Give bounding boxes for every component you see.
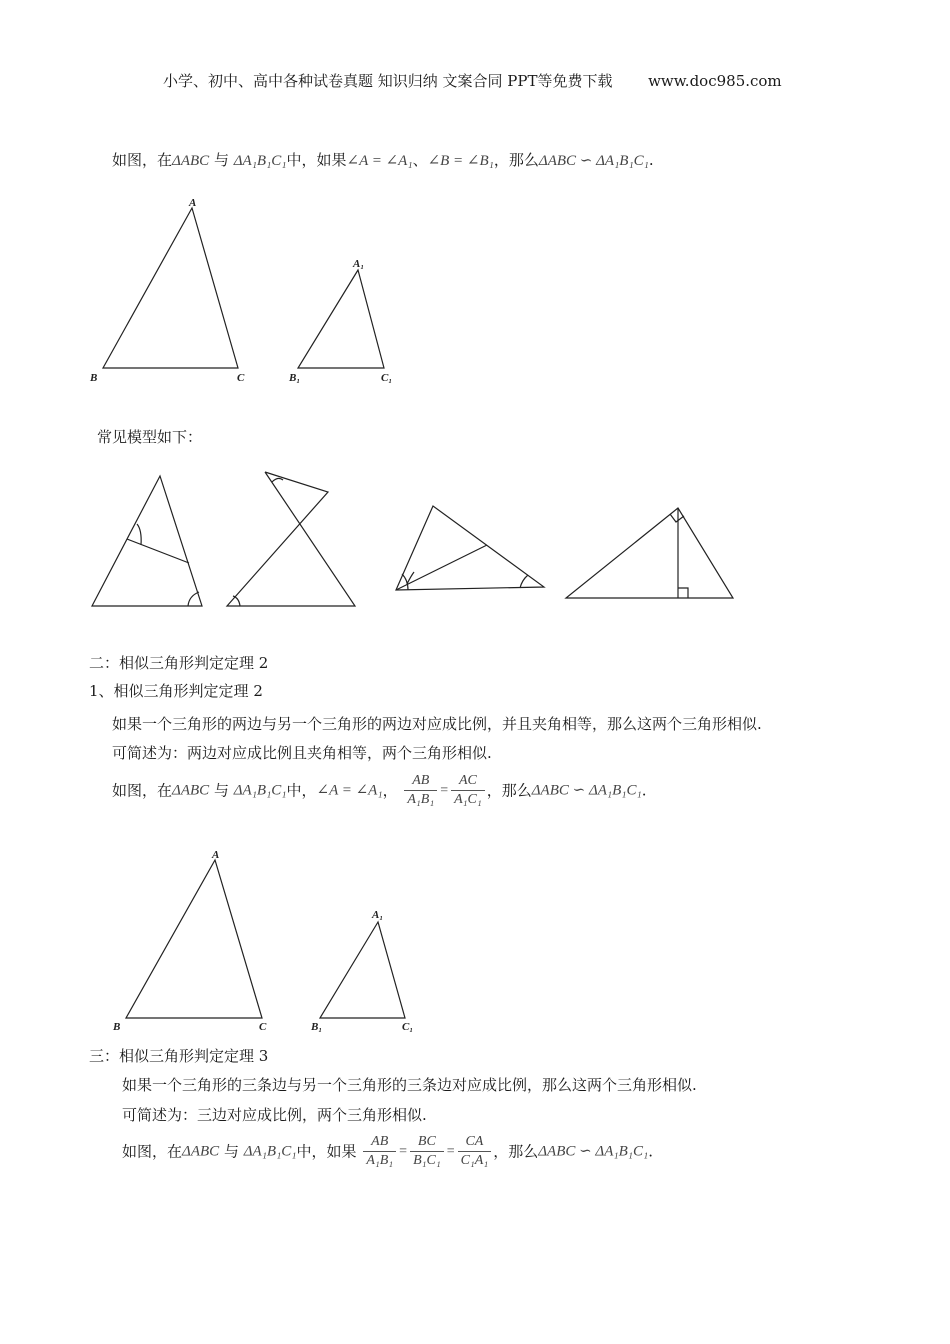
model-1 <box>92 476 202 606</box>
theorem3-statement <box>122 1133 653 1170</box>
theorem2-summary: 可简述为：两边对应成比例且夹角相等，两个三角形相似. <box>112 744 492 762</box>
text: . <box>648 151 654 169</box>
fraction-ab: $\frac{AB}{\text{A₁B₁}}$ <box>363 1133 396 1170</box>
math-conclusion: ΔABC ∽ ΔA₁B₁C₁ <box>531 782 642 799</box>
text: 如图，在 <box>112 151 173 169</box>
theorem2-statement <box>112 772 647 809</box>
math-angle-condition: ∠A = ∠A₁ <box>346 153 413 169</box>
text: . <box>648 1142 653 1161</box>
math-angle-condition: ∠A = ∠A₁ <box>316 782 383 799</box>
vertex-label: A₁ <box>353 258 365 270</box>
math-triangle-a1b1c1: ΔA₁B₁C₁ <box>233 153 287 169</box>
text: ，那么 <box>493 151 539 169</box>
section3-heading: 三：相似三角形判定定理 3 <box>89 1047 269 1065</box>
vertex-label: A <box>212 849 220 861</box>
triangle-abc <box>103 208 238 368</box>
models-title: 常见模型如下： <box>97 428 203 446</box>
vertex-label: B <box>90 372 98 384</box>
math-triangle-a1b1c1: ΔA₁B₁C₁ <box>243 1143 297 1160</box>
theorem3-summary: 可简述为：三边对应成比例，两个三角形相似. <box>122 1106 427 1124</box>
math-triangle-abc: ΔABC <box>182 1143 220 1160</box>
equals: = <box>399 1143 408 1159</box>
equals: = <box>446 1143 455 1159</box>
section2-heading: 二：相似三角形判定定理 2 <box>89 654 269 672</box>
text: 与 <box>223 1142 239 1161</box>
theorem2-text: 如果一个三角形的两边与另一个三角形的两边对应成比例，并且夹角相等，那么这两个三角形相似. <box>112 715 762 733</box>
text: 、 <box>412 151 428 169</box>
model-4 <box>566 508 733 598</box>
vertex-label: C₁ <box>402 1021 414 1033</box>
fraction-ac: $\frac{AC}{\text{A₁C₁}}$ <box>451 772 485 809</box>
triangle-abc <box>126 860 262 1018</box>
text: ，那么 <box>486 781 532 800</box>
triangle-a1b1c1 <box>298 270 384 368</box>
math-conclusion: ΔABC ∽ ΔA₁B₁C₁ <box>538 1143 649 1160</box>
theorem3-text: 如果一个三角形的三条边与另一个三角形的三条边对应成比例，那么这两个三角形相似. <box>122 1076 697 1094</box>
vertex-label: B₁ <box>289 372 301 384</box>
vertex-label: C₁ <box>381 372 393 384</box>
vertex-label: A <box>189 197 197 209</box>
text: 如图，在 <box>112 781 173 800</box>
text: . <box>641 781 647 800</box>
math-triangle-abc: ΔABC <box>172 153 210 169</box>
triangle-a1b1c1 <box>320 922 405 1018</box>
header-url: www.doc985.com <box>648 72 782 90</box>
math-triangle-abc: ΔABC <box>172 782 210 799</box>
math-triangle-a1b1c1: ΔA₁B₁C₁ <box>233 782 287 799</box>
text: ， <box>382 781 398 800</box>
section2-subheading: 1、相似三角形判定定理 2 <box>89 682 263 700</box>
vertex-label: C <box>237 372 245 384</box>
vertex-label: B <box>113 1021 121 1033</box>
model-2 <box>227 472 355 606</box>
text: 中，如果 <box>286 151 347 169</box>
math-conclusion: ΔABC ∽ ΔA₁B₁C₁ <box>538 153 649 169</box>
vertex-label: C <box>259 1021 267 1033</box>
header-text: 小学、初中、高中各种试卷真题 知识归纳 文案合同 PPT等免费下载 <box>163 72 613 90</box>
fraction-bc: $\frac{BC}{\text{B₁C₁}}$ <box>410 1133 444 1170</box>
fraction-ab: $\frac{AB}{\text{A₁B₁}}$ <box>404 772 437 809</box>
math-angle-condition: ∠B = ∠B₁ <box>427 153 494 169</box>
text: 与 <box>213 151 229 169</box>
text: ，那么 <box>493 1142 539 1161</box>
equals: = <box>440 782 449 798</box>
text: 中， <box>286 781 317 800</box>
text: 与 <box>213 781 229 800</box>
theorem1-statement <box>112 150 654 171</box>
page-header <box>163 70 782 91</box>
model-3 <box>396 506 544 590</box>
text: 中，如果 <box>296 1142 357 1161</box>
vertex-label: A₁ <box>372 909 384 921</box>
fraction-ca: $\frac{CA}{\text{C₁A₁}}$ <box>458 1133 492 1170</box>
text: 如图，在 <box>122 1142 183 1161</box>
vertex-label: B₁ <box>311 1021 323 1033</box>
